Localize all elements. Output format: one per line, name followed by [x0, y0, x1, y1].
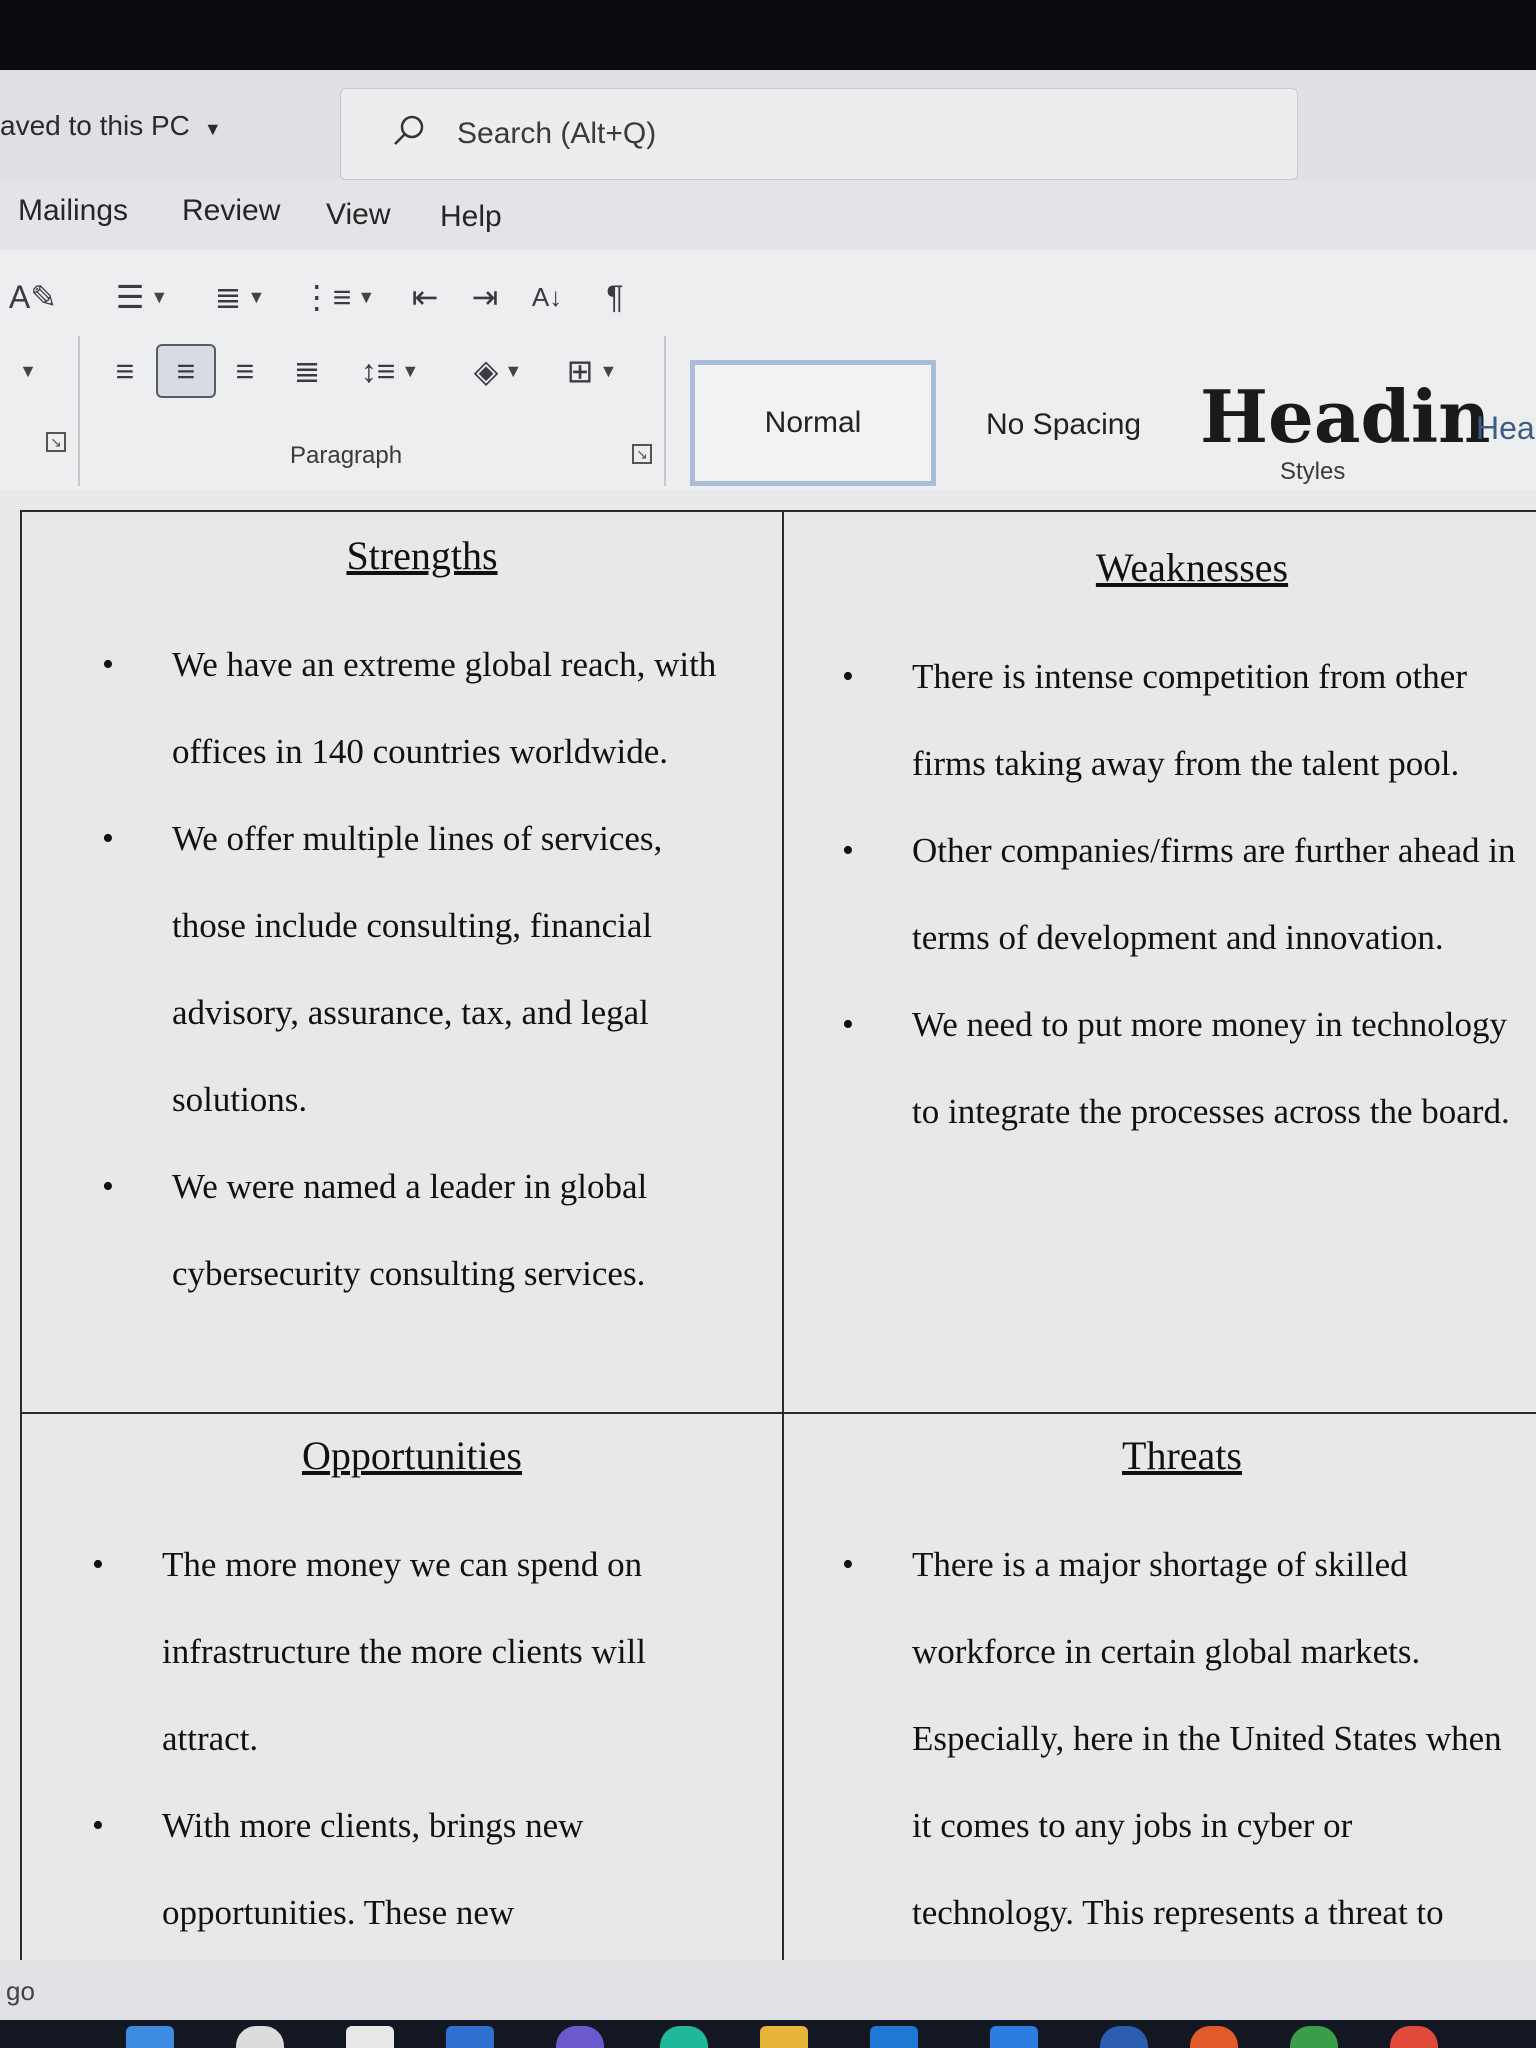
weaknesses-heading: Weaknesses: [1095, 545, 1289, 590]
save-status[interactable]: [0, 110, 222, 142]
list-item: • We were named a leader in global cybersecurity consulting services.: [102, 1143, 742, 1317]
chevron-down-icon: ▼: [19, 360, 37, 381]
justify-icon[interactable]: ≣: [293, 353, 321, 389]
paragraph-group-label: Paragraph: [290, 442, 403, 469]
threats-cell[interactable]: [842, 1432, 1522, 1956]
file-explorer-icon[interactable]: [760, 2026, 808, 2048]
search-placeholder: Search (Alt+Q): [457, 117, 657, 150]
threats-heading: Threats: [1122, 1433, 1242, 1478]
status-text: go: [6, 1976, 35, 2006]
align-right-icon[interactable]: ≡: [235, 352, 255, 389]
sort-icon[interactable]: A↓: [531, 281, 563, 312]
app-icon[interactable]: [1190, 2026, 1238, 2048]
style-heading-2[interactable]: Hea: [1476, 410, 1535, 446]
chrome-icon[interactable]: [1390, 2026, 1438, 2048]
paragraph-dialog-launcher-icon[interactable]: ↘: [632, 444, 652, 464]
strengths-cell[interactable]: [102, 532, 742, 1317]
list-item: • We have an extreme global reach, with offices in 140 countries worldwide.: [102, 621, 742, 795]
word-icon[interactable]: [1100, 2026, 1148, 2048]
increase-indent-icon[interactable]: ⇥: [471, 279, 499, 315]
list-item: • We offer multiple lines of services, those include consulting, financial advisory, assurance, tax, and legal solutions.: [102, 795, 742, 1143]
table-divider: [22, 1412, 1536, 1414]
align-left-icon[interactable]: ≡: [115, 352, 135, 389]
opportunities-cell[interactable]: [92, 1432, 732, 1956]
search-icon: [389, 111, 429, 151]
strengths-heading: Strengths: [346, 533, 498, 578]
store-icon[interactable]: [870, 2026, 918, 2048]
font-dialog-launcher-icon[interactable]: ↘: [46, 432, 66, 452]
chevron-down-icon: ▼: [150, 286, 169, 307]
ribbon-tabs: [0, 180, 1536, 250]
style-normal[interactable]: Normal: [690, 360, 936, 486]
swot-table: [20, 510, 1536, 1972]
style-no-spacing[interactable]: No Spacing: [986, 408, 1142, 441]
opportunities-heading: Opportunities: [302, 1433, 522, 1478]
search-icon[interactable]: [236, 2026, 284, 2048]
chat-icon[interactable]: [556, 2026, 604, 2048]
windows-start-icon[interactable]: [126, 2026, 174, 2048]
font-color-dropdown[interactable]: [0, 346, 50, 396]
group-divider: [664, 336, 666, 486]
title-bar: [0, 70, 1536, 180]
search-box[interactable]: [340, 88, 1298, 180]
taskbar: [0, 2020, 1536, 2048]
group-divider: [78, 336, 80, 486]
edge-icon[interactable]: [660, 2026, 708, 2048]
decrease-indent-icon[interactable]: ⇤: [411, 279, 439, 315]
styles-group-label: Styles: [1280, 458, 1346, 485]
list-item: • The more money we can spend on infrastructure the more clients will attract.: [92, 1521, 732, 1782]
word-window: [0, 70, 1536, 2020]
list-item: • We need to put more money in technology to integrate the processes across the board.: [842, 981, 1536, 1155]
widgets-icon[interactable]: [446, 2026, 494, 2048]
list-item: • Other companies/firms are further ahead in terms of development and innovation.: [842, 807, 1536, 981]
multilevel-list-icon[interactable]: ⋮≡ ▼: [300, 279, 376, 315]
list-item: • There is intense competition from other firms taking away from the talent pool.: [842, 633, 1536, 807]
list-item: • There is a major shortage of skilled workforce in certain global markets. Especially, here in the United States when it comes to any jobs in cyber or technology. This represents a threat to: [842, 1521, 1522, 1956]
styles-icon[interactable]: A✎: [8, 279, 58, 315]
list-item: • With more clients, brings new opportunities. These new: [92, 1782, 732, 1956]
chevron-down-icon: ▼: [401, 360, 420, 381]
numbering-icon[interactable]: ≣ ▼: [214, 279, 266, 315]
tab-help[interactable]: Help: [440, 200, 502, 233]
chevron-down-icon: ▼: [203, 119, 222, 139]
status-bar: [0, 1960, 1536, 2020]
tab-view[interactable]: View: [326, 198, 391, 231]
chevron-down-icon: ▼: [599, 360, 618, 381]
align-center-icon[interactable]: ≡: [156, 344, 216, 398]
show-formatting-icon[interactable]: ¶: [606, 278, 624, 315]
weaknesses-cell[interactable]: [842, 544, 1536, 1155]
tab-mailings[interactable]: Mailings: [18, 194, 129, 227]
table-divider: [782, 512, 784, 1972]
borders-icon[interactable]: ⊞ ▼: [566, 353, 618, 389]
document-page[interactable]: [0, 490, 1536, 1960]
chevron-down-icon: ▼: [357, 286, 376, 307]
chevron-down-icon: ▼: [247, 286, 266, 307]
chevron-down-icon: ▼: [504, 360, 523, 381]
ribbon-home: [0, 250, 1536, 492]
task-view-icon[interactable]: [346, 2026, 394, 2048]
app-icon[interactable]: [1290, 2026, 1338, 2048]
bullets-icon[interactable]: ☰ ▼: [115, 279, 169, 315]
line-spacing-icon[interactable]: ↕≡ ▼: [360, 352, 420, 389]
mail-icon[interactable]: [990, 2026, 1038, 2048]
style-heading-1[interactable]: Headin: [1200, 374, 1491, 459]
shading-icon[interactable]: ◈ ▼: [473, 353, 523, 389]
tab-review[interactable]: Review: [182, 194, 281, 227]
save-status-label: aved to this PC: [0, 110, 190, 141]
